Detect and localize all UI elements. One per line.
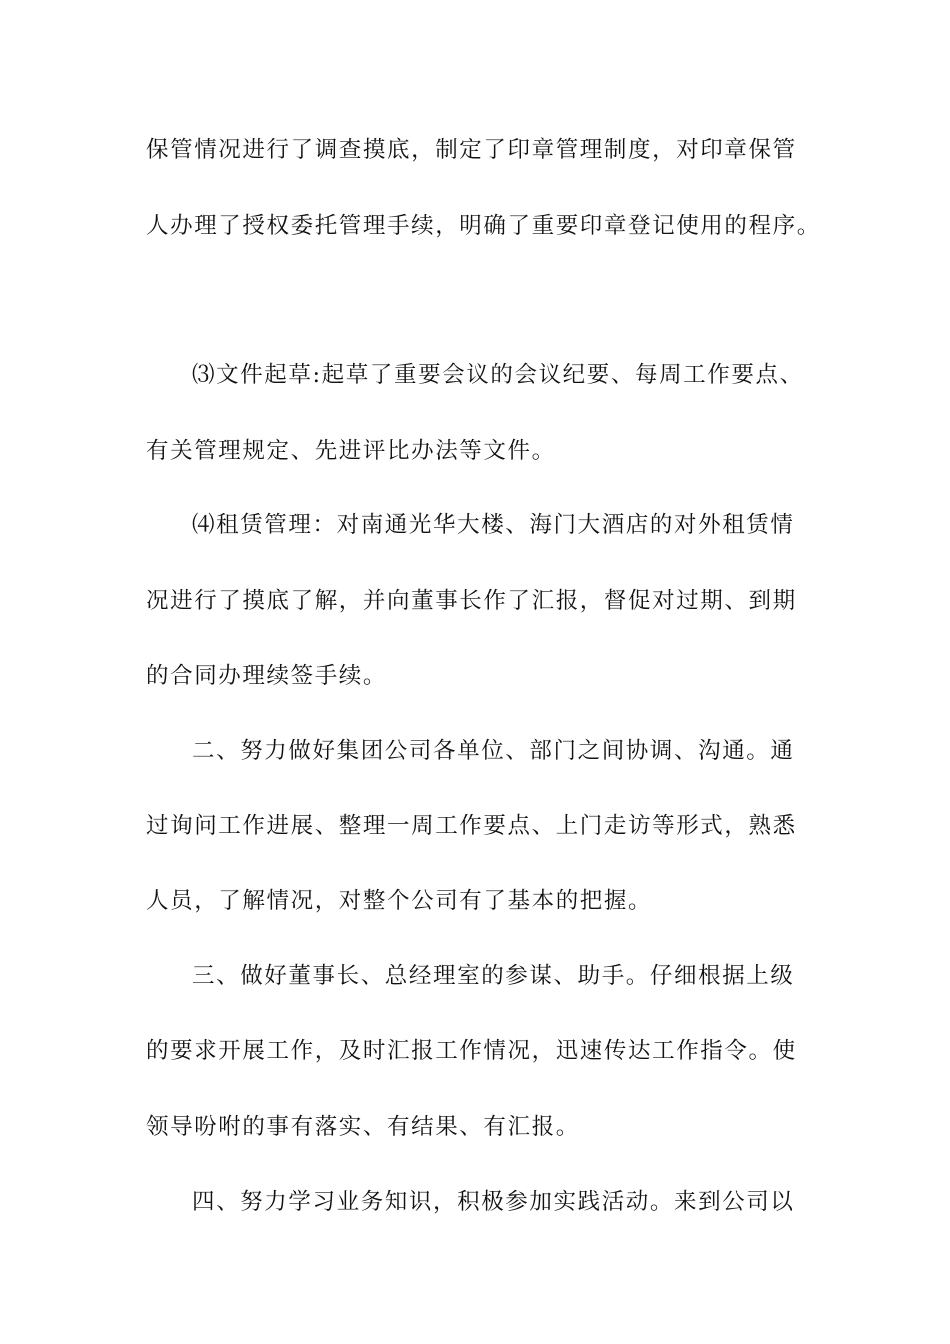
text-line-13: 领导吩咐的事有落实、有结果、有汇报。 (146, 1114, 580, 1140)
text-line-11: 三、做好董事长、总经理室的参谋、助手。仔细根据上级 (192, 963, 795, 989)
text-line-6: 况进行了摸底了解，并向董事长作了汇报，督促对过期、到期 (146, 588, 797, 614)
text-line-14: 四、努力学习业务知识，积极参加实践活动。来到公司以 (192, 1189, 795, 1215)
text-line-5: ⑷租赁管理：对南通光华大楼、海门大酒店的对外租赁情 (192, 512, 795, 538)
text-line-2: 人办理了授权委托管理手续，明确了重要印章登记使用的程序。 (146, 213, 821, 239)
text-line-10: 人员，了解情况，对整个公司有了基本的把握。 (146, 888, 653, 914)
text-line-12: 的要求开展工作，及时汇报工作情况，迅速传达工作指令。使 (146, 1038, 797, 1064)
text-line-4: 有关管理规定、先进评比办法等文件。 (146, 438, 556, 464)
text-line-8: 二、努力做好集团公司各单位、部门之间协调、沟通。通 (192, 738, 795, 764)
text-line-1: 保管情况进行了调查摸底，制定了印章管理制度，对印章保管 (146, 137, 797, 163)
text-line-7: 的合同办理续签手续。 (146, 663, 388, 689)
text-line-3: ⑶文件起草:起草了重要会议的会议纪要、每周工作要点、 (192, 362, 804, 388)
text-line-9: 过询问工作进展、整理一周工作要点、上门走访等形式，熟悉 (146, 813, 797, 839)
